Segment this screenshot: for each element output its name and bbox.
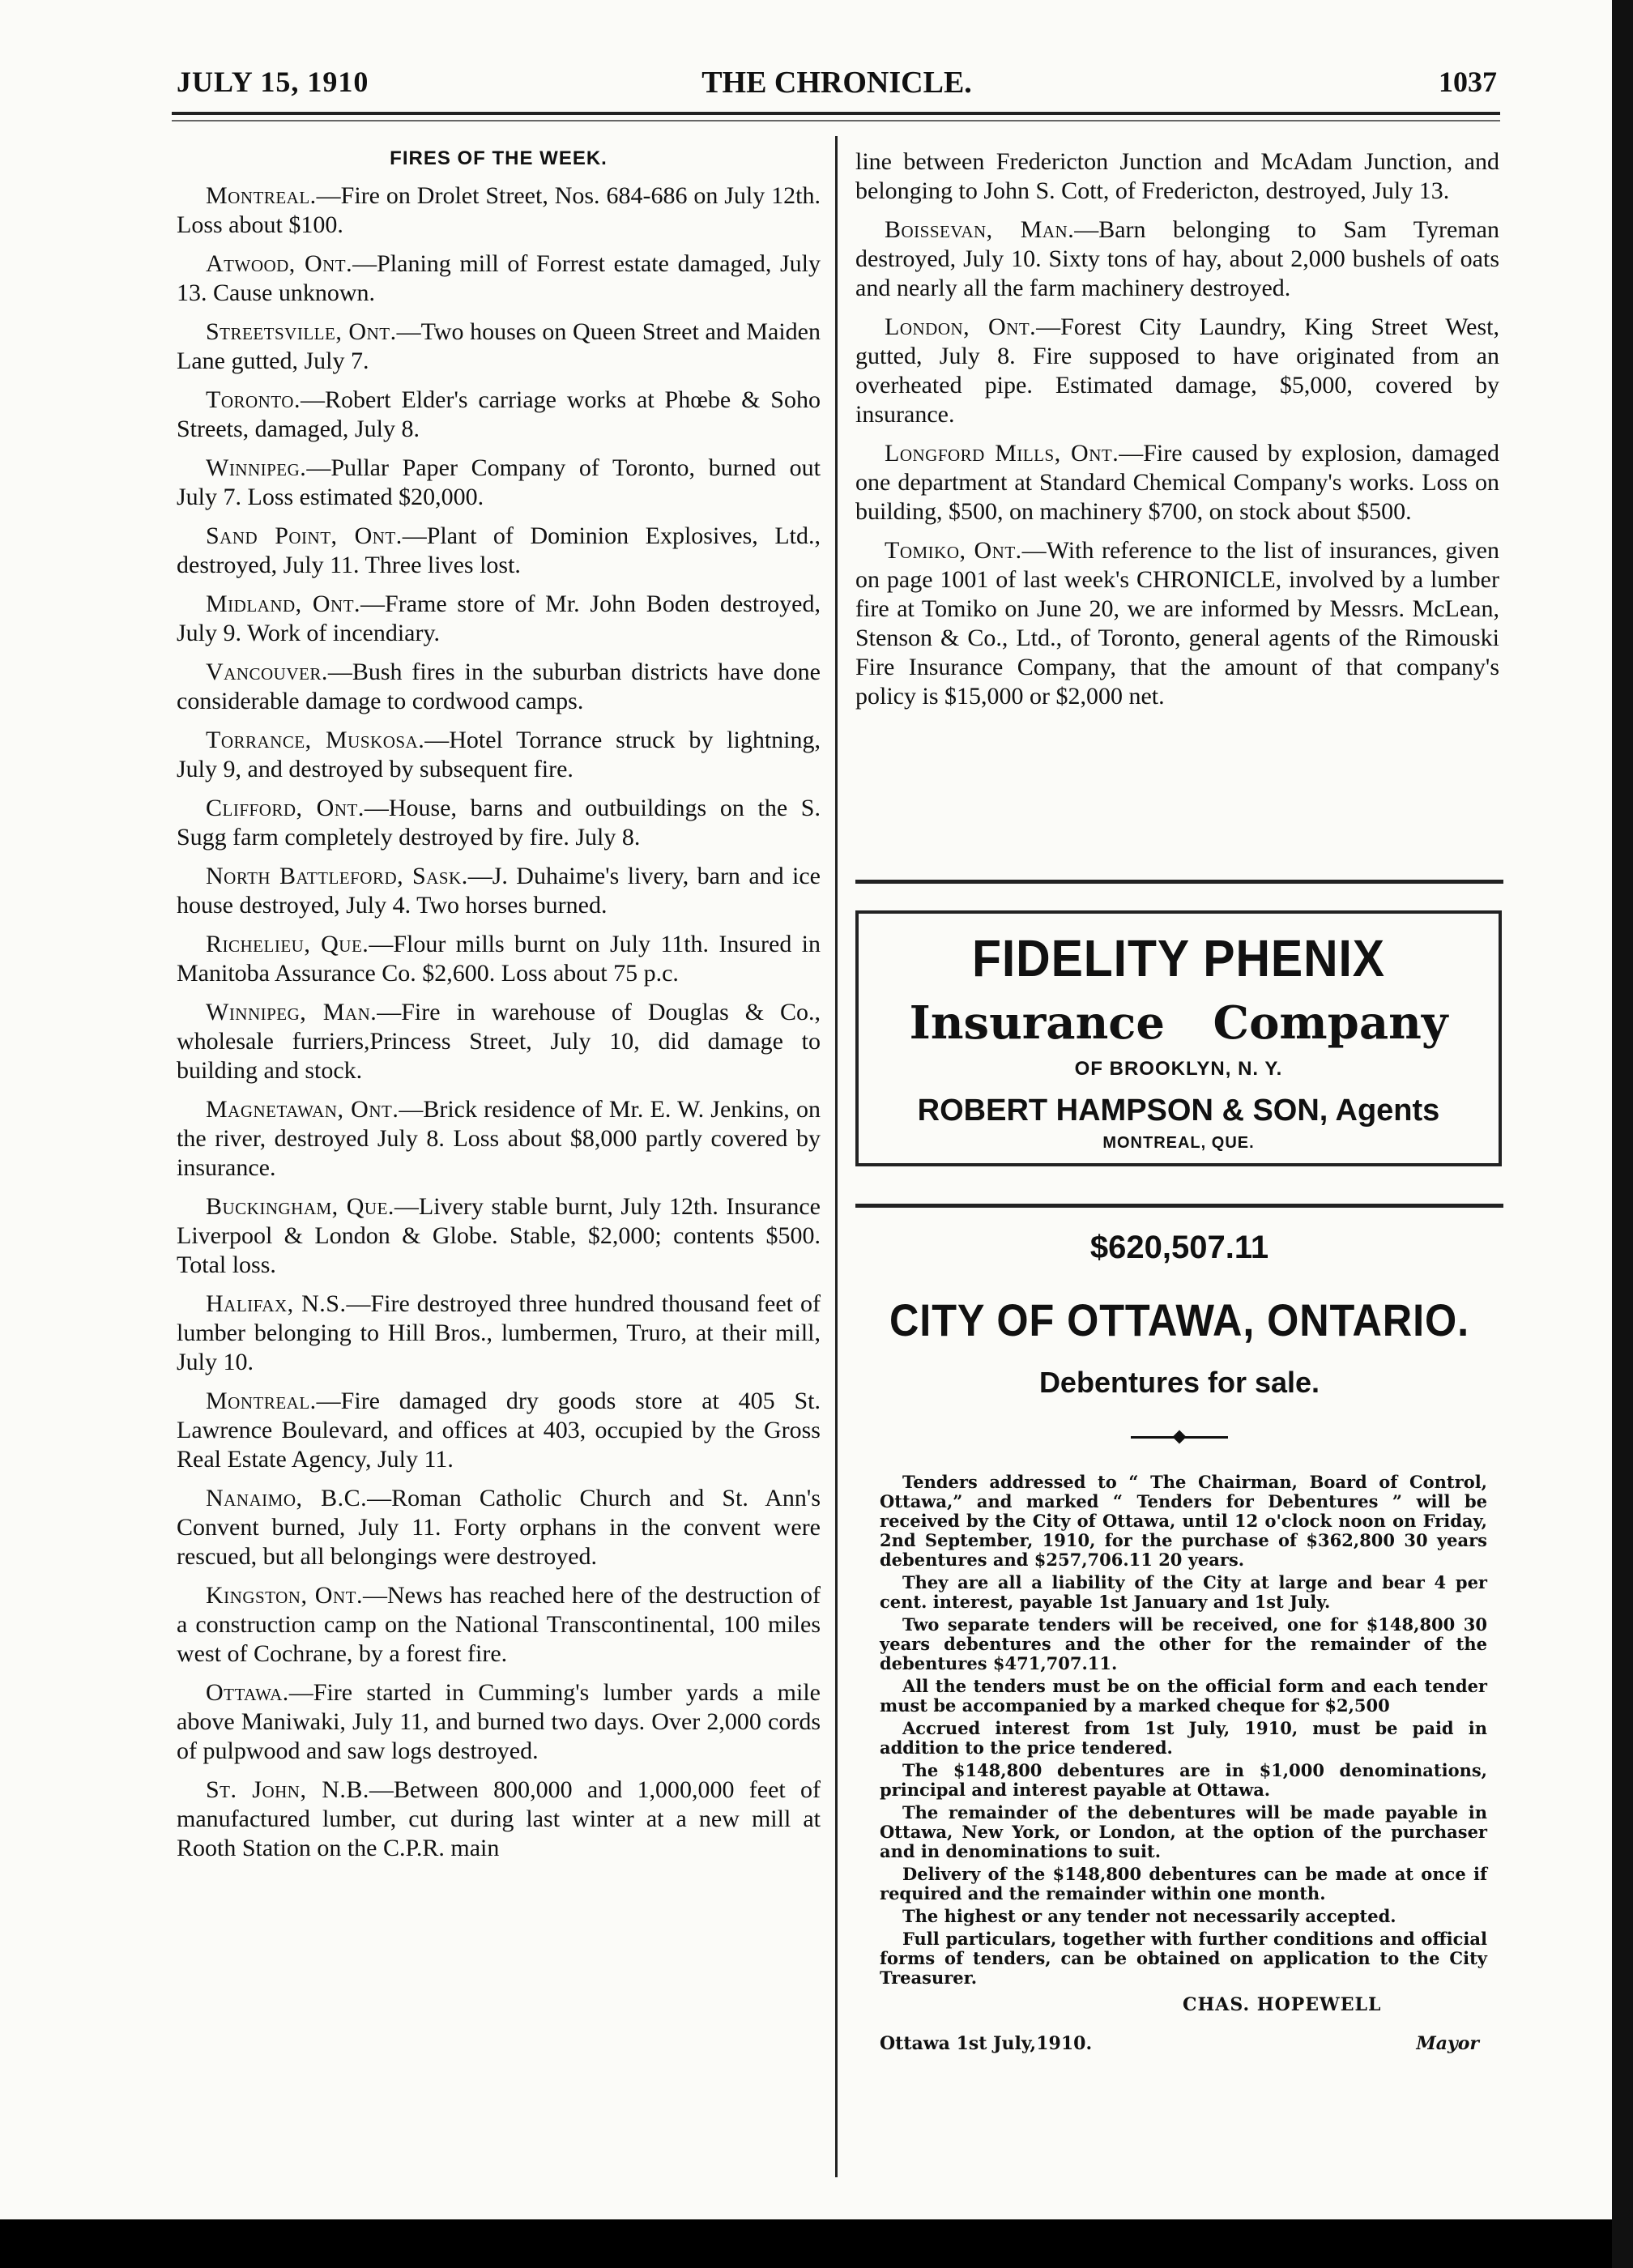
fire-report-place: Sand Point, Ont. bbox=[206, 522, 403, 549]
fire-report bbox=[177, 1678, 821, 1766]
debenture-paragraph: Two separate tenders will be received, one for $148,800 30 years debentures and the other for the remainder of the debentures $471,707.11. bbox=[880, 1614, 1487, 1673]
fire-report bbox=[177, 249, 821, 308]
fire-report-text: —Fire on Drolet Street, Nos. 684-686 on July 12th. Loss about $100. bbox=[177, 182, 821, 238]
fidelity-phenix-advertisement bbox=[855, 910, 1502, 1166]
fire-report bbox=[177, 522, 821, 580]
section-title: FIRES OF THE WEEK. bbox=[390, 147, 608, 169]
fire-report-text: —Fire caused by explosion, damaged one department at Standard Chemical Company's works. Loss on building, $500, on machinery $700, on stock about $500. bbox=[855, 440, 1499, 525]
fire-report-place: Magnetawan, Ont. bbox=[206, 1096, 399, 1123]
fire-report-text: —Pullar Paper Company of Toronto, burned out July 7. Loss estimated $20,000. bbox=[177, 454, 821, 510]
debenture-paragraph: Tenders addressed to “ The Chairman, Board of Control, Ottawa,” and marked “ Tenders for Debentures ” will be received by the City of Ottawa, until 12 o'clock noon on Friday, 2nd September, 1910, for the purchase of $362,800 30 years debentures and $257,706.11 20 years. bbox=[880, 1472, 1487, 1570]
fire-report-text: —Livery stable burnt, July 12th. Insurance Liverpool & London & Globe. Stable, $2,000; contents $500. Total loss. bbox=[177, 1193, 821, 1278]
publication-title: THE CHRONICLE. bbox=[701, 66, 972, 100]
fire-report-text: —Fire damaged dry goods store at 405 St. Lawrence Boulevard, and offices at 403, occupied by the Gross Real Estate Agency, July 11. bbox=[177, 1388, 821, 1473]
debenture-paragraph: The $148,800 debentures are in $1,000 denominations, principal and interest payable at Ottawa. bbox=[880, 1760, 1487, 1800]
fire-report-text: —Robert Elder's carriage works at Phœbe & Soho Streets, damaged, July 8. bbox=[177, 386, 821, 442]
fire-report-text: —Roman Catholic Church and St. Ann's Convent burned, July 11. Forty orphans in the convent were rescued, but all belongings were destroyed. bbox=[177, 1485, 821, 1570]
signature-line bbox=[855, 1994, 1503, 2022]
fire-report bbox=[177, 726, 821, 784]
fire-report-text: —Hotel Torrance struck by lightning, July 9, and destroyed by subsequent fire. bbox=[177, 727, 821, 782]
fire-report-text: —Frame store of Mr. John Boden destroyed, July 9. Work of incendiary. bbox=[177, 590, 821, 646]
fire-report-place: London, Ont. bbox=[885, 313, 1037, 340]
fire-report-place: Winnipeg. bbox=[206, 454, 307, 481]
fire-report bbox=[177, 386, 821, 444]
debenture-paragraph: Accrued interest from 1st July, 1910, must be paid in addition to the price tendered. bbox=[880, 1718, 1487, 1758]
fire-report bbox=[855, 536, 1499, 711]
fire-report-text: —Brick residence of Mr. E. W. Jenkins, on the river, destroyed July 8. Loss about $8,000 partly covered by insurance. bbox=[177, 1096, 821, 1181]
fire-report-place: Ottawa. bbox=[206, 1679, 289, 1706]
fire-report-place: Streetsville, Ont. bbox=[206, 318, 397, 345]
fire-report-text: —Fire destroyed three hundred thousand feet of lumber belonging to Hill Bros., lumbermen, Truro, at their mill, July 10. bbox=[177, 1290, 821, 1375]
fire-report-place: Nanaimo, B.C. bbox=[206, 1485, 368, 1511]
fire-report bbox=[177, 658, 821, 716]
fire-report bbox=[177, 998, 821, 1085]
fire-report-place: Kingston, Ont. bbox=[206, 1582, 363, 1609]
fire-report-text: —Bush fires in the suburban districts have done considerable damage to cordwood camps. bbox=[177, 659, 821, 714]
mayor-name: CHAS. HOPEWELL bbox=[1183, 1994, 1382, 2015]
fire-report bbox=[855, 215, 1499, 303]
fire-report bbox=[855, 439, 1499, 526]
ad-agents-line: ROBERT HAMPSON & SON, Agents bbox=[917, 1094, 1440, 1128]
fire-report-place: Montreal. bbox=[206, 182, 317, 209]
ornament-divider bbox=[1131, 1432, 1228, 1442]
fire-report bbox=[177, 1484, 821, 1571]
ad-separator-rule bbox=[855, 880, 1503, 884]
fire-report bbox=[855, 313, 1499, 429]
fire-report-text: —Planing mill of Forrest estate damaged, July 13. Cause unknown. bbox=[177, 250, 821, 306]
fire-report-place: Clifford, Ont. bbox=[206, 795, 365, 821]
mayor-title: Mayor bbox=[1416, 2033, 1479, 2054]
ad-headline: FIDELITY PHENIX bbox=[972, 929, 1385, 987]
column-divider bbox=[835, 136, 838, 2177]
fire-report-text: —Barn belonging to Sam Tyreman destroyed, July 10. Sixty tons of hay, about 2,000 bushels of oats and nearly all the farm machinery destroyed. bbox=[855, 216, 1499, 301]
fire-report-text: —J. Duhaime's livery, barn and ice house destroyed, July 4. Two horses burned. bbox=[177, 863, 821, 919]
fire-report bbox=[177, 1776, 821, 1863]
fire-report-list bbox=[177, 181, 821, 1863]
fire-report bbox=[177, 1581, 821, 1669]
fire-report bbox=[177, 794, 821, 852]
debenture-paragraph: Delivery of the $148,800 debentures can be made at once if required and the remainder within one month. bbox=[880, 1864, 1487, 1904]
page-number: 1037 bbox=[1439, 66, 1497, 98]
dateline-text: Ottawa 1st July,1910. bbox=[880, 2033, 1093, 2054]
fire-report-text: —With reference to the list of insurances, given on page 1001 of last week's CHRONICLE, involved by a lumber fire at Tomiko on June 20, we are informed by Messrs. McLean, Stenson & Co., Ltd., of Toronto, general agents of the Rimouski Fire Insurance Company, that the amount of that company's policy is $15,000 or $2,000 net. bbox=[855, 537, 1499, 710]
fire-report-text: —House, barns and outbuildings on the S. Sugg farm completely destroyed by fire. July 8. bbox=[177, 795, 821, 850]
dateline bbox=[855, 2033, 1503, 2061]
fire-report bbox=[177, 181, 821, 240]
fire-report-text: —Flour mills burnt on July 11th. Insured in Manitoba Assurance Co. $2,600. Loss about 75 p.c. bbox=[177, 931, 821, 987]
fire-report-place: Montreal. bbox=[206, 1388, 317, 1414]
fire-report bbox=[177, 318, 821, 376]
fire-report-place: Vancouver. bbox=[206, 659, 328, 685]
ad-separator-rule-2 bbox=[855, 1204, 1503, 1208]
fire-report-place: Boissevan, Man. bbox=[885, 216, 1075, 243]
fire-report-place: Buckingham, Que. bbox=[206, 1193, 394, 1220]
ad-company-line: Insurance Company bbox=[909, 996, 1448, 1050]
fire-report-place: Halifax, N.S. bbox=[206, 1290, 347, 1317]
fire-report-place: Winnipeg, Man. bbox=[206, 999, 377, 1025]
debenture-amount: $620,507.11 bbox=[1089, 1230, 1269, 1265]
fire-report bbox=[177, 1192, 821, 1280]
fire-report-place: Richelieu, Que. bbox=[206, 931, 369, 957]
left-column bbox=[177, 147, 821, 1873]
issue-date: JULY 15, 1910 bbox=[177, 66, 369, 98]
ad-agents-city: MONTREAL, QUE. bbox=[1102, 1134, 1255, 1152]
ottawa-debentures-advertisement bbox=[855, 1223, 1503, 2061]
debenture-paragraph: Full particulars, together with further conditions and official forms of tenders, can be obtained on application to the City Treasurer. bbox=[880, 1929, 1487, 1988]
fire-report bbox=[177, 590, 821, 648]
fire-report-place: Midland, Ont. bbox=[206, 590, 361, 617]
fire-report bbox=[177, 454, 821, 512]
continued-fire-report: line between Fredericton Junction and McAdam Junction, and belonging to John S. Cott, of Fredericton, destroyed, July 13. bbox=[855, 148, 1499, 204]
debenture-city: CITY OF OTTAWA, ONTARIO. bbox=[889, 1294, 1469, 1345]
fire-report-list-continued bbox=[855, 215, 1499, 711]
fire-report bbox=[177, 1387, 821, 1474]
right-column bbox=[855, 147, 1499, 721]
fire-report-text: —Fire started in Cumming's lumber yards a mile above Maniwaki, July 11, and burned two days. Over 2,000 cords of pulpwood and saw logs destroyed. bbox=[177, 1679, 821, 1764]
fire-report-text: —Forest City Laundry, King Street West, gutted, July 8. Fire supposed to have originated from an overheated pipe. Estimated damage, $5,000, covered by insurance. bbox=[855, 313, 1499, 428]
fire-report-text: —Fire in warehouse of Douglas & Co., wholesale furriers,Princess Street, July 10, did damage to building and stock. bbox=[177, 999, 821, 1084]
fire-report-place: St. John, N.B. bbox=[206, 1776, 369, 1803]
scan-edge bbox=[1612, 0, 1633, 2268]
fire-report-place: Toronto. bbox=[206, 386, 301, 413]
header-rule-thin bbox=[172, 120, 1500, 122]
fire-report-text: —Two houses on Queen Street and Maiden Lane gutted, July 7. bbox=[177, 318, 821, 374]
fire-report bbox=[177, 1290, 821, 1377]
fire-report-place: North Battleford, Sask. bbox=[206, 863, 468, 889]
debenture-terms bbox=[855, 1473, 1503, 1988]
fire-report-text: —Between 800,000 and 1,000,000 feet of manufactured lumber, cut during last winter at a new mill at Rooth Station on the C.P.R. main bbox=[177, 1776, 821, 1861]
debenture-paragraph: They are all a liability of the City at large and bear 4 per cent. interest, payable 1st January and 1st July. bbox=[880, 1572, 1487, 1612]
fire-report bbox=[177, 862, 821, 920]
fire-report bbox=[177, 930, 821, 988]
fire-report-text: —Plant of Dominion Explosives, Ltd., destroyed, July 11. Three lives lost. bbox=[177, 522, 821, 578]
fire-report-text: —News has reached here of the destruction of a construction camp on the National Transcontinental, 100 miles west of Cochrane, by a forest fire. bbox=[177, 1582, 821, 1667]
debenture-paragraph: The highest or any tender not necessarily accepted. bbox=[902, 1906, 1396, 1926]
fire-report-place: Tomiko, Ont. bbox=[885, 537, 1022, 564]
fire-report-place: Torrance, Muskosa. bbox=[206, 727, 425, 753]
header-rule bbox=[172, 112, 1500, 115]
debenture-paragraph: All the tenders must be on the official form and each tender must be accompanied by a marked cheque for $2,500 bbox=[880, 1676, 1487, 1716]
debenture-subtitle: Debentures for sale. bbox=[1038, 1366, 1320, 1399]
fire-report bbox=[177, 1095, 821, 1183]
debenture-paragraph: The remainder of the debentures will be made payable in Ottawa, New York, or London, at the option of the purchaser and in denominations to suit. bbox=[880, 1802, 1487, 1861]
page-header bbox=[177, 65, 1497, 100]
fire-report-place: Longford Mills, Ont. bbox=[885, 440, 1119, 467]
fire-report-place: Atwood, Ont. bbox=[206, 250, 353, 277]
ad-location-line: OF BROOKLYN, N. Y. bbox=[1074, 1058, 1283, 1080]
